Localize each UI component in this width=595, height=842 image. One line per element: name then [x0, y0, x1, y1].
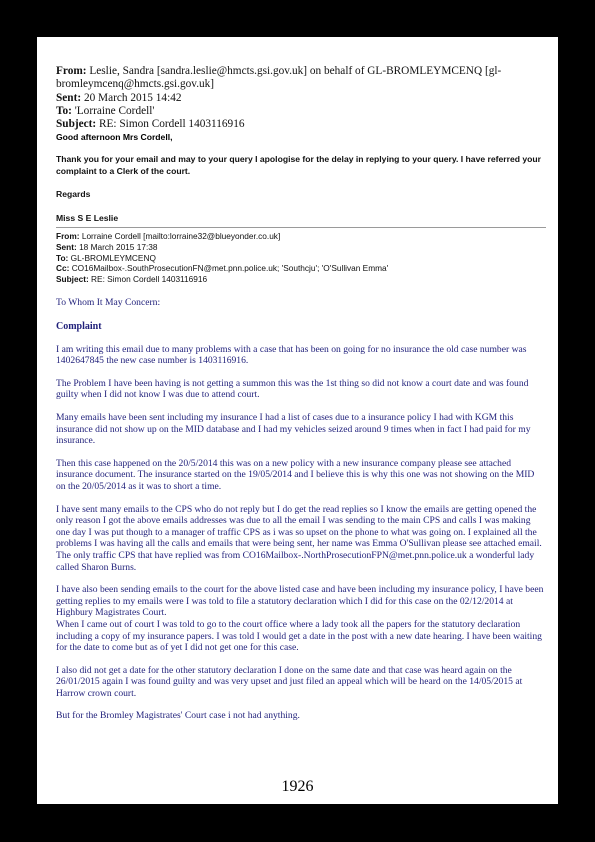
email1-message: Thank you for your email and may to your query I apologise for the delay in replying to your query. I have referred your complaint to a Clerk of the court. — [56, 154, 542, 176]
email1-to-line — [56, 105, 546, 118]
body-paragraph: I have sent many emails to the CPS who do not reply but I do get the read replies so I know the emails are getting opened the only reason I got the above emails addresses was due to all the email I was sending to the main CPS and calls I was making one day I was put though to a manager of traffic CPS as i was so upset on the phone to what was going on. I explained all the problems I was having all the calls and emails that were being sent, her name was Emma O'Sullivan please see attached email. The only traffic CPS that have replied was from CO16Mailbox-.NorthProsecutionFPN@met.pnn.police.uk a wonderful lady called Sharon Burns. — [56, 503, 542, 573]
email2-subject-value: RE: Simon Cordell 1403116916 — [91, 273, 208, 284]
body-paragraph: I have also been sending emails to the court for the above listed case and have been including my insurance policy, I have been getting replies to my emails were I was told to file a statutory declaration which I did for this case on the 02/12/2014 at Highbury Magistrates Court. — [56, 584, 544, 619]
email1-from-value: Leslie, Sandra [sandra.leslie@hmcts.gsi.gov.uk] on behalf of GL-BROMLEYMCENQ [gl-bromleymcenq@hmcts.gsi.gov.uk] — [56, 65, 502, 91]
email1-sent-line — [56, 92, 546, 105]
email1-regards: Regards — [56, 189, 91, 200]
email1-subject-line — [56, 118, 546, 131]
email-divider — [56, 227, 546, 228]
body-heading: Complaint — [56, 321, 102, 333]
email2-sent-value: 18 March 2015 17:38 — [79, 242, 158, 253]
email1-sent-label: Sent: — [56, 91, 82, 104]
email2-sent-label: Sent: — [56, 242, 77, 253]
body-paragraph: I also did not get a date for the other statutory declaration I done on the same date and that case was heard again on the 26/01/2015 again I was found guilty and was very upset and just filed an appeal which will be heard on the 14/05/2015 at Harrow crown court. — [56, 664, 523, 699]
email2-to-value: GL-BROMLEYMCENQ — [70, 252, 156, 263]
email2-from-line — [56, 231, 546, 242]
body-paragraph: When I came out of court I was told to go to the court office where a lady took all the papers for the statutory declaration including a copy of my insurance papers. I was told I would get a date in the post with a new date hearing. I have been waiting for the date to come but as of yet I did not get one for this case. — [56, 618, 542, 654]
body-salutation: To Whom It May Concern: — [56, 297, 161, 309]
email2-body — [56, 297, 546, 722]
email2-subject-label: Subject: — [56, 273, 89, 284]
email2-to-label: To: — [56, 252, 69, 263]
email2-cc-value: CO16Mailbox-.SouthProsecutionFN@met.pnn.police.uk; 'Southcju'; 'O'Sullivan Emma' — [71, 263, 389, 274]
body-paragraph: I am writing this email due to many problems with a case that has been on going for no insurance the old case number was 1402647845 the new case number is 1403116916. — [56, 343, 527, 367]
document-page — [37, 37, 558, 804]
page-number: 1926 — [281, 778, 314, 795]
email1-signature: Miss S E Leslie — [56, 212, 119, 223]
email2-cc-line — [56, 263, 546, 274]
email2-from-value: Lorraine Cordell [mailto:lorraine32@blueyonder.co.uk] — [81, 231, 281, 242]
email1-header — [56, 65, 546, 131]
email2-to-line — [56, 253, 546, 264]
email1-to-value: 'Lorraine Cordell' — [74, 104, 155, 117]
email2-from-label: From: — [56, 231, 80, 242]
email1-from-line — [56, 65, 546, 92]
email1-greeting: Good afternoon Mrs Cordell, — [56, 132, 173, 143]
email1-subject-value: RE: Simon Cordell 1403116916 — [99, 118, 245, 131]
body-paragraph: The Problem I have been having is not getting a summon this was the 1st thing so did not know a court date and was found guilty when I did not know I was due to attend court. — [56, 377, 529, 401]
email2-subject-line — [56, 274, 546, 285]
body-paragraph: Then this case happened on the 20/5/2014 this was on a new policy with a new insurance company please see attached insurance document. The insurance started on the 19/05/2014 and I believe this is why this one was not showing on the MID on the 20/05/2014 as it was to short a time. — [56, 457, 535, 492]
body-paragraph: But for the Bromley Magistrates' Court case i not had anything. — [56, 710, 300, 722]
body-paragraph: Many emails have been sent including my insurance I had a list of cases due to a insurance policy I had with KGM this insurance did not show up on the MID database and I had my vehicles seized around 9 times when in fact I had paid for my insurance. — [56, 412, 531, 447]
email2-header — [56, 231, 546, 284]
email1-sent-value: 20 March 2015 14:42 — [83, 91, 182, 104]
email1-from-label: From: — [56, 65, 87, 77]
document-content — [56, 65, 546, 722]
email2-cc-label: Cc: — [56, 263, 70, 274]
email2-sent-line — [56, 242, 546, 253]
email1-subject-label: Subject: — [56, 118, 97, 131]
email1-to-label: To: — [56, 104, 72, 117]
